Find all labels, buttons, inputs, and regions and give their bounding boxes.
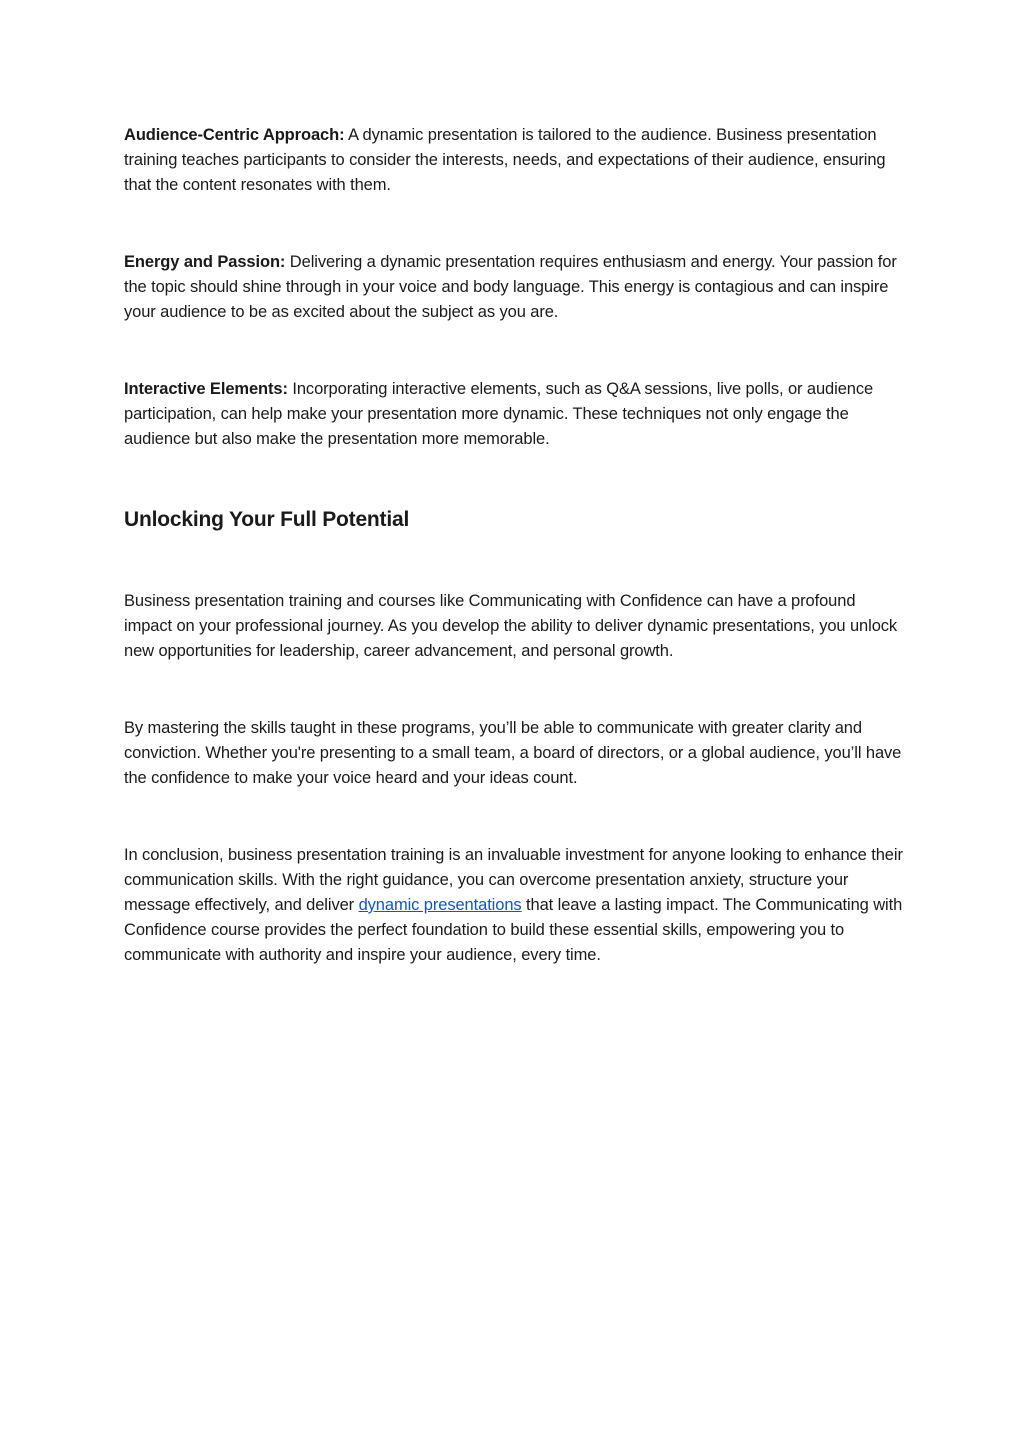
interactive-elements-paragraph: [124, 377, 904, 452]
energy-passion-text: Delivering a dynamic presentation requires enthusiasm and energy. Your passion for the topic should shine through in your voice and body language. This energy is contagious and can inspire your audience to be as excited about the subject as you are.: [124, 253, 897, 321]
section-heading: Unlocking Your Full Potential: [124, 508, 410, 531]
interactive-elements-label: Interactive Elements:: [124, 380, 288, 398]
paragraph-training-impact: Business presentation training and courses like Communicating with Confidence can have a profound impact on your professional journey. As you develop the ability to deliver dynamic presentations, you unlock new opportunities for leadership, career advancement, and personal growth.: [124, 592, 898, 660]
audience-centric-text: A dynamic presentation is tailored to the audience. Business presentation training teaches participants to consider the interests, needs, and expectations of their audience, ensuring that the content resonates with them.: [124, 126, 886, 194]
paragraph-conclusion: [124, 843, 904, 968]
dynamic-presentations-link[interactable]: dynamic presentations: [358, 896, 522, 914]
interactive-elements-text: Incorporating interactive elements, such as Q&A sessions, live polls, or audience participation, can help make your presentation more dynamic. These techniques not only engage the audience but also make the presentation more memorable.: [124, 380, 874, 448]
conclusion-text-before: In conclusion, business presentation training is an invaluable investment for anyone looking to enhance their communication skills. With the right guidance, you can overcome presentation anxiety, structure your message effectively, and deliver: [124, 846, 903, 914]
audience-centric-paragraph: [124, 123, 904, 198]
energy-passion-paragraph: [124, 250, 904, 325]
energy-passion-label: Energy and Passion:: [124, 253, 286, 271]
audience-centric-label: Audience-Centric Approach:: [124, 126, 345, 144]
conclusion-text-after: that leave a lasting impact. The Communicating with Confidence course provides the perfect foundation to build these essential skills, empowering you to communicate with authority and inspire your audience, every time.: [124, 896, 903, 964]
paragraph-mastering-skills: By mastering the skills taught in these programs, you’ll be able to communicate with greater clarity and conviction. Whether you're presenting to a small team, a board of directors, or a global audience, you’ll have the confidence to make your voice heard and your ideas count.: [124, 719, 902, 787]
